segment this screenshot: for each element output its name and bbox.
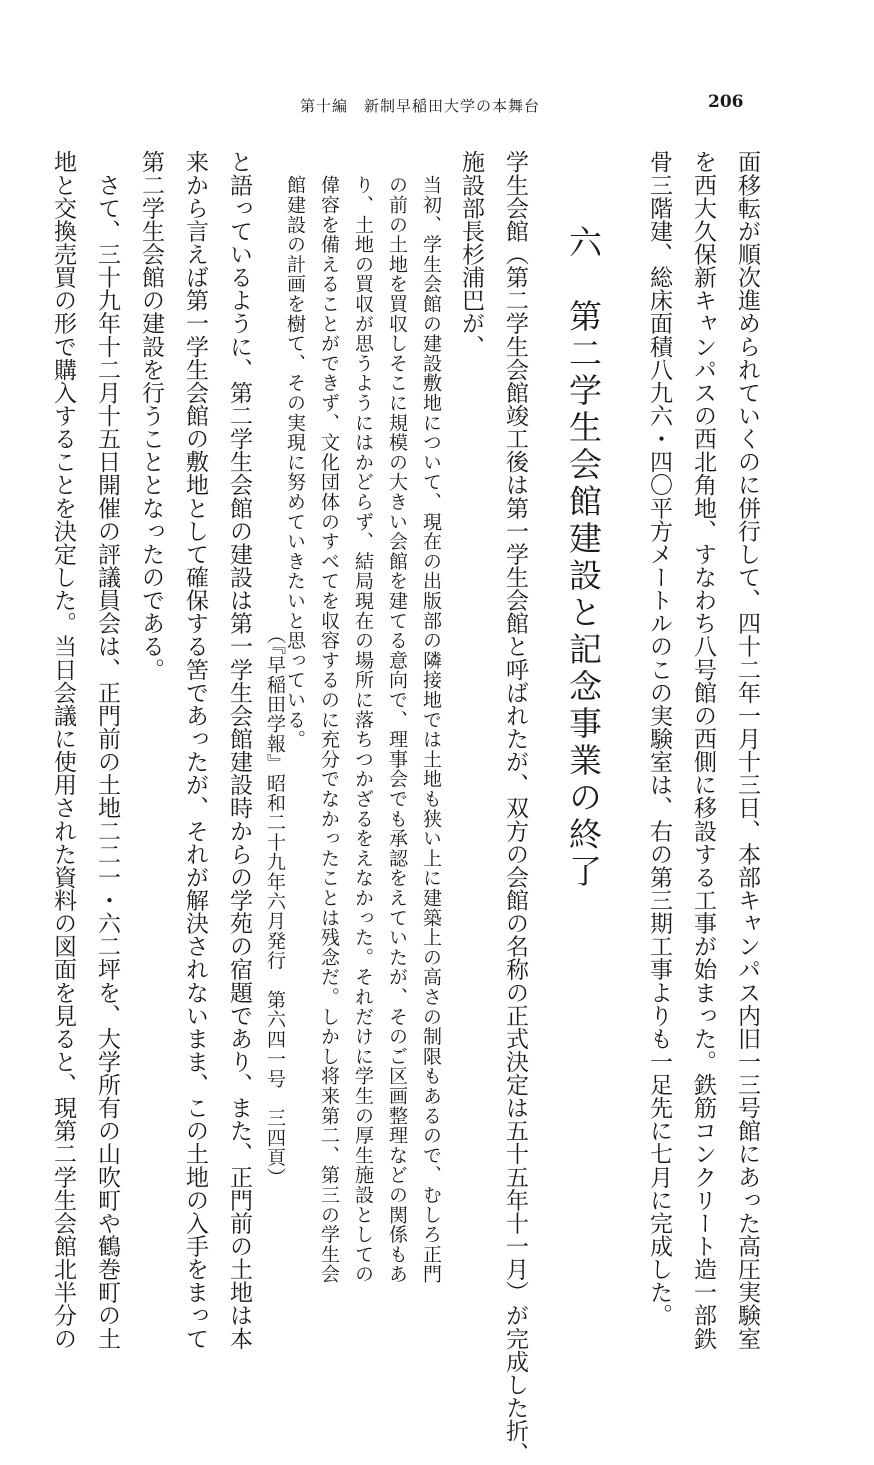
running-head: 第十編 新制早稲田大学の本舞台 xyxy=(300,97,541,115)
body-line-1: 面移転が順次進められていくのに併行して、四十二年一月十三日、本部キャンパス内旧一三号館にあった高圧実験室 xyxy=(734,150,760,1350)
quote-line-1: 当初、学生会館の建設敷地について、現在の出版部の隣接地では土地も狭い上に建築上の高さの制限もあるので、むしろ正門 xyxy=(420,175,442,1284)
quote-line-5: 館建設の計画を樹て、その実現に努めていきたいと思っている。 xyxy=(284,175,306,750)
quote-line-2: の前の土地を買収しそこに規模の大きい会館を建てる意向で、理事会でも承認をえていたが、そのご区画整理などの関係もあ xyxy=(386,175,408,1284)
after-quote-line-4: さて、三十九年十二月十五日開催の評議員会は、正門前の土地二二一・六二坪を、大学所有の山吹町や鶴巻町の土 xyxy=(94,150,120,1350)
after-quote-line-2: 来から言えば第一学生会館の敷地として確保する筈であったが、それが解決されないまま、この土地の入手をまって xyxy=(182,150,208,1350)
quote-line-4: 偉容を備えることができず、文化団体のすべてを収容するのに充分でなかったことは残念だ。しかし将来第二、第三の学生会 xyxy=(318,175,340,1284)
after-quote-line-3: 第二学生会館の建設を行うこととなったのである。 xyxy=(138,150,164,681)
quote-citation: （『早稲田学報』昭和二十九年六月発行 第六四一号 三四頁） xyxy=(264,625,286,1187)
body-line-3: 骨三階建、総床面積八九六・四〇平方メートルのこの実験室は、右の第三期工事よりも一足先に七月に完成した。 xyxy=(646,150,672,1327)
page-number: 206 xyxy=(708,92,744,112)
section-line-1: 学生会館（第二学生会館竣工後は第一学生会館と呼ばれたが、双方の会館の名称の正式決定は五十五年十一月）が完成した折、 xyxy=(502,150,528,1465)
quote-line-3: り、土地の買収が思うようにはかどらず、結局現在の場所に落ちつかざるをえなかった。それだけに学生の厚生施設としての xyxy=(352,175,374,1284)
after-quote-line-5: 地と交換売買の形で購入することを決定した。当日会議に使用された資料の図面を見ると、現第二学生会館北半分の xyxy=(50,150,76,1350)
section-line-2: 施設部長杉浦巴が、 xyxy=(458,150,484,358)
body-line-2: を西大久保新キャンパスの西北角地、すなわち八号館の西側に移設する工事が始まった。鉄筋コンクリート造一部鉄 xyxy=(690,150,716,1350)
section-heading: 六 第二学生会館建設と記念事業の終了 xyxy=(564,225,603,891)
after-quote-line-1: と語っているように、第二学生会館の建設は第一学生会館建設時からの学苑の宿題であり、また、正門前の土地は本 xyxy=(226,150,252,1350)
